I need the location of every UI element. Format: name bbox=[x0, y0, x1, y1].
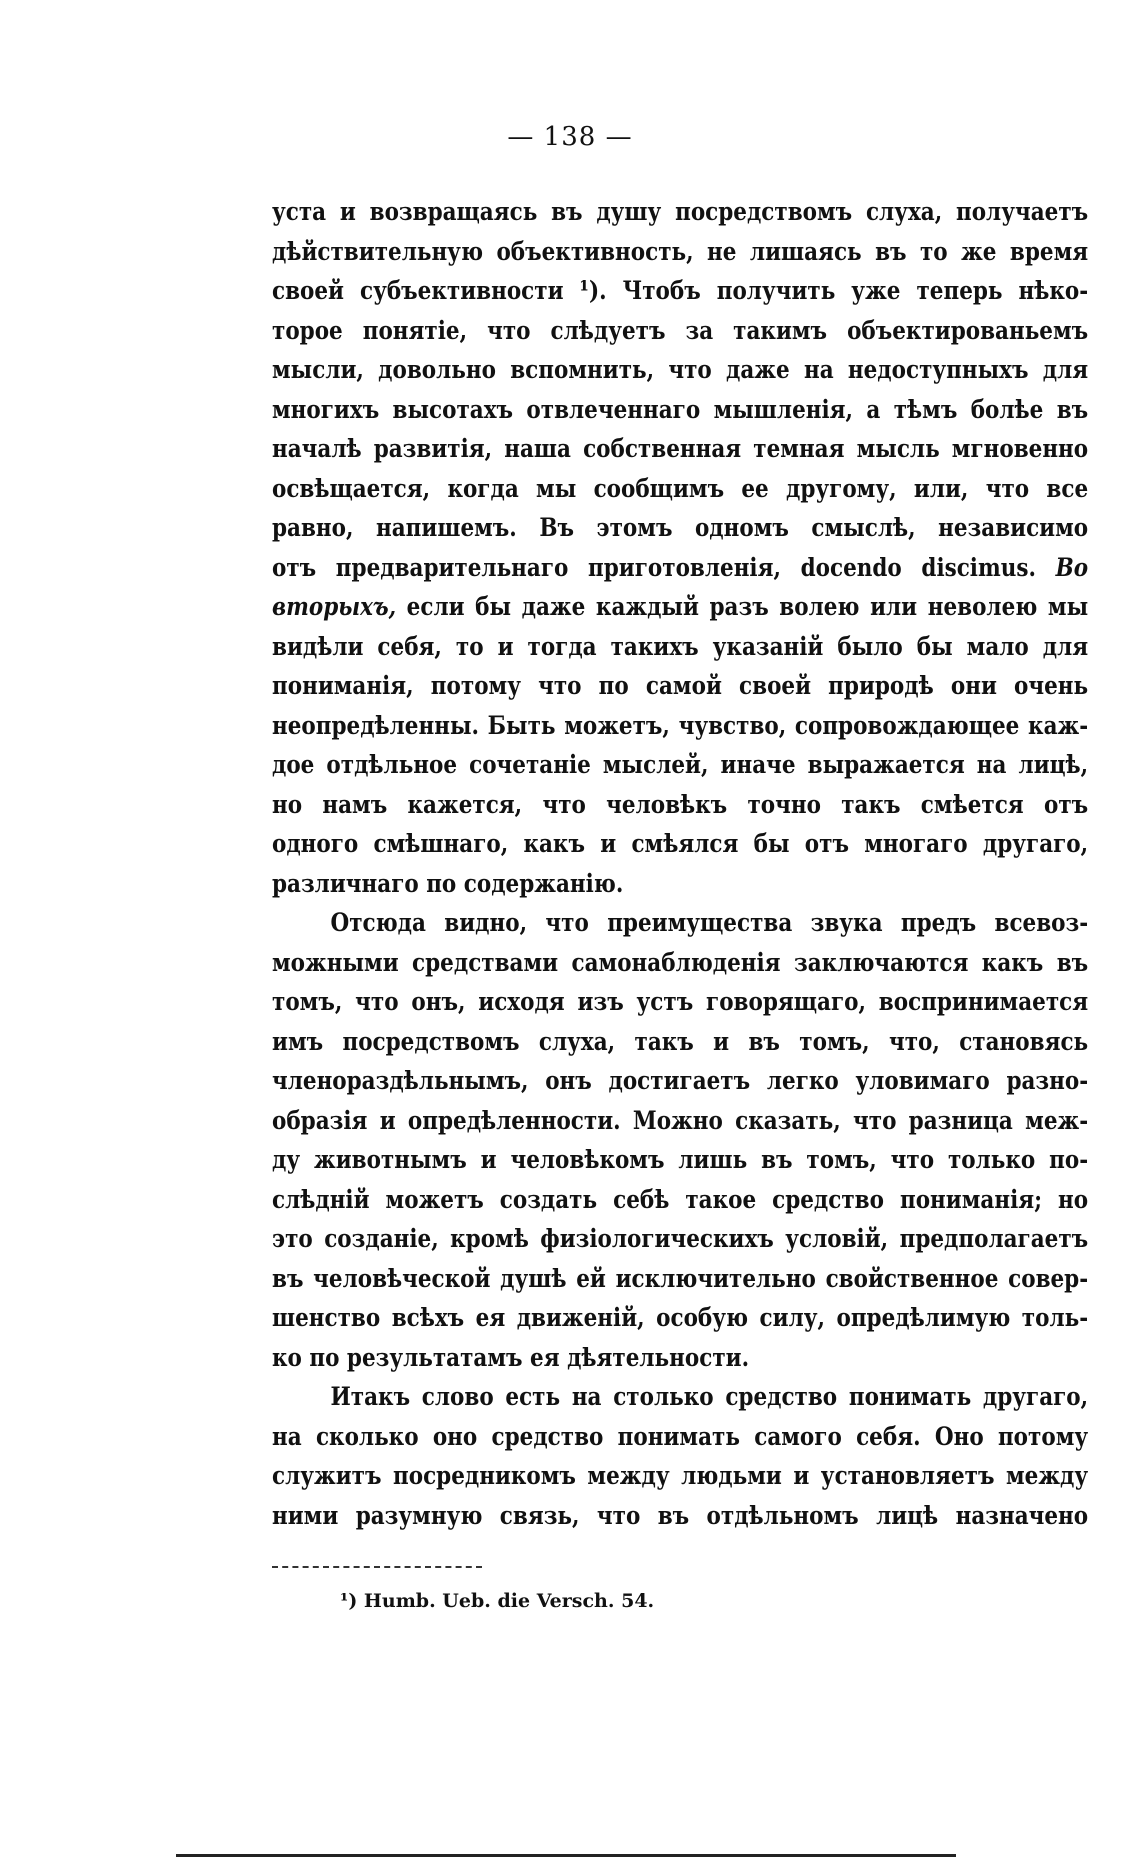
text-line: служитъ посредникомъ между людьми и установляетъ между bbox=[272, 1461, 1089, 1490]
text-line: дое отдѣльное сочетаніе мыслей, иначе выражается на лицѣ, bbox=[272, 750, 1089, 779]
text-line: видѣли себя, то и тогда такихъ указаній было бы мало для bbox=[272, 631, 1089, 661]
text-line: своей субъективности ¹). Чтобъ получить уже теперь нѣко- bbox=[272, 276, 1089, 305]
text-line: пониманія, потому что по самой своей природѣ они очень bbox=[272, 671, 1089, 700]
text-line: многихъ высотахъ отвлеченнаго мышленія, а тѣмъ болѣе въ bbox=[272, 394, 1089, 424]
text-line: неопредѣленны. Быть можетъ, чувство, сопровождающее каж- bbox=[272, 710, 1089, 740]
text-span: если бы даже каждый разъ волею или неволею мы bbox=[406, 592, 1089, 621]
text-line: въ человѣческой душѣ ей исключительно свойственное совер- bbox=[272, 1263, 1089, 1293]
text-line: слѣдній можетъ создать себѣ такое средство пониманія; но bbox=[272, 1184, 1089, 1214]
text-line: членораздѣльнымъ, онъ достигаетъ легко уловимаго разно- bbox=[272, 1066, 1089, 1095]
text-line: дѣйствительную объективность, не лишаясь въ то же время bbox=[272, 236, 1089, 266]
text-line: торое понятіе, что слѣдуетъ за такимъ объектированьемъ bbox=[272, 315, 1089, 345]
text-line-composite bbox=[272, 548, 1088, 588]
text-line-composite bbox=[272, 587, 1088, 627]
text-span: отъ предварительнаго приготовленія, docendo discimus. bbox=[272, 552, 1036, 582]
text-line: можными средствами самонаблюденія заключаются какъ въ bbox=[272, 947, 1089, 977]
text-line: томъ, что онъ, исходя изъ устъ говорящаго, воспринимается bbox=[272, 987, 1089, 1016]
text-line: шенство всѣхъ ея движеній, особую силу, опредѣлимую толь- bbox=[272, 1303, 1089, 1332]
text-line: освѣщается, когда мы сообщимъ ее другому, или, что все bbox=[272, 473, 1089, 503]
text-line: ними разумную связь, что въ отдѣльномъ лицѣ назначено bbox=[272, 1500, 1089, 1530]
text-line: одного смѣшнаго, какъ и смѣялся бы отъ многаго другаго, bbox=[272, 829, 1089, 858]
text-line: равно, напишемъ. Въ этомъ одномъ смыслѣ, независимо bbox=[272, 513, 1089, 542]
text-line: это созданіе, кромѣ физіологическихъ условій, предполагаетъ bbox=[272, 1224, 1089, 1253]
footnote-separator bbox=[272, 1566, 482, 1568]
text-line: началѣ развитія, наша собственная темная мысль мгновенно bbox=[272, 434, 1089, 463]
text-line: ко по результатамъ ея дѣятельности. bbox=[272, 1342, 750, 1372]
italic-word: вторыхъ, bbox=[272, 592, 397, 621]
text-line: мысли, довольно вспомнить, что даже на недоступныхъ для bbox=[272, 355, 1089, 384]
text-line: на сколько оно средство понимать самого себя. Оно потому bbox=[272, 1421, 1089, 1451]
scan-edge-line bbox=[176, 1854, 956, 1857]
text-line: различнаго по содержанію. bbox=[272, 868, 624, 898]
text-line: уста и возвращаясь въ душу посредствомъ слуха, получаетъ bbox=[272, 197, 1089, 226]
italic-word: Во bbox=[1055, 552, 1089, 582]
text-line: Отсюда видно, что преимущества звука предъ всевоз- bbox=[330, 908, 1089, 937]
text-line: но намъ кажется, что человѣкъ точно такъ смѣется отъ bbox=[272, 789, 1089, 819]
text-line: ду животнымъ и человѣкомъ лишь въ томъ, что только по- bbox=[272, 1145, 1089, 1174]
text-line: Итакъ слово есть на столько средство понимать другаго, bbox=[330, 1382, 1089, 1411]
page-number: — 138 — bbox=[507, 122, 633, 152]
text-line: образія и опредѣленности. Можно сказать, что разница меж- bbox=[272, 1105, 1089, 1135]
footnote: ¹) Humb. Ueb. die Versch. 54. bbox=[340, 1590, 655, 1612]
text-line: имъ посредствомъ слуха, такъ и въ томъ, что, становясь bbox=[272, 1026, 1089, 1056]
main-text bbox=[272, 192, 1088, 1535]
